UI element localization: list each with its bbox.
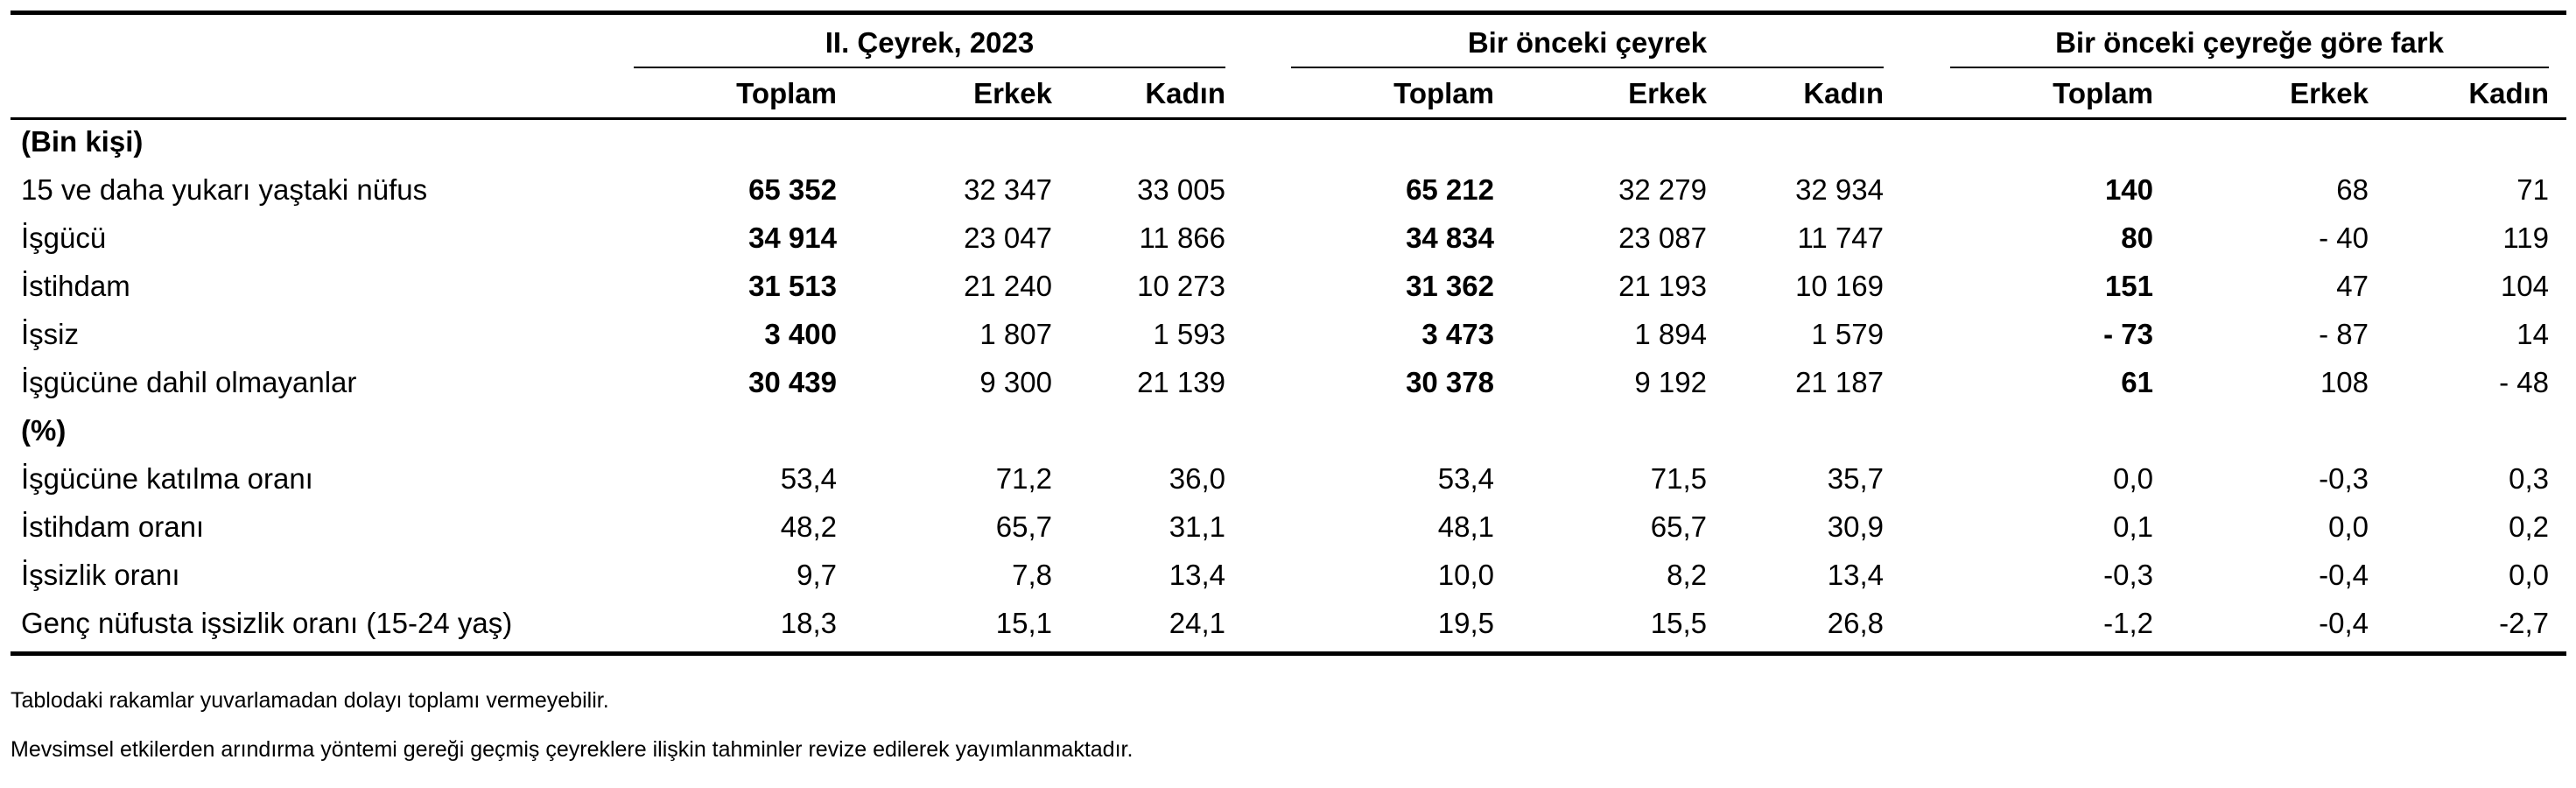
group-underline <box>1291 67 1884 68</box>
table-cell: 21 193 <box>1618 270 1707 302</box>
row-label: İşgücüne katılma oranı <box>21 462 313 495</box>
table-cell: 65,7 <box>1650 510 1707 543</box>
table-cell: 14 <box>2516 318 2549 350</box>
table-cell: 1 807 <box>979 318 1052 350</box>
table-cell: 10 169 <box>1795 270 1884 302</box>
table-cell: 19,5 <box>1437 607 1494 639</box>
table-cell: 0,0 <box>2113 462 2153 495</box>
group-header: Bir önceki çeyreğe göre fark <box>2055 26 2444 59</box>
table-cell: 8,2 <box>1667 559 1707 591</box>
table-cell: 21 187 <box>1795 366 1884 398</box>
table-cell: 1 894 <box>1634 318 1707 350</box>
table-cell: 21 139 <box>1137 366 1225 398</box>
table-cell: 13,4 <box>1169 559 1225 591</box>
column-header: Erkek <box>1628 77 1707 109</box>
table-cell: -0,3 <box>2103 559 2153 591</box>
table-cell: 11 747 <box>1797 222 1884 254</box>
table-cell: 30 439 <box>748 366 837 398</box>
table-cell: 10 273 <box>1137 270 1225 302</box>
table-cell: 24,1 <box>1169 607 1225 639</box>
table-cell: 32 279 <box>1618 173 1707 206</box>
table-cell: 1 579 <box>1811 318 1884 350</box>
table-cell: - 48 <box>2499 366 2549 398</box>
column-header: Toplam <box>1393 77 1494 109</box>
row-label: 15 ve daha yukarı yaştaki nüfus <box>21 173 428 206</box>
table-cell: 31,1 <box>1169 510 1225 543</box>
table-cell: -2,7 <box>2499 607 2549 639</box>
column-header: Toplam <box>2053 77 2153 109</box>
table-cell: 65,7 <box>995 510 1052 543</box>
row-label: İşgücü <box>21 222 107 254</box>
table-cell: 34 914 <box>748 222 837 254</box>
table-cell: 0,2 <box>2509 510 2549 543</box>
table-cell: 26,8 <box>1827 607 1884 639</box>
table-cell: 53,4 <box>780 462 837 495</box>
table-cell: 47 <box>2336 270 2369 302</box>
table-cell: 53,4 <box>1437 462 1494 495</box>
column-header: Erkek <box>973 77 1052 109</box>
table-cell: 9 192 <box>1634 366 1707 398</box>
column-header: Erkek <box>2290 77 2369 109</box>
table-cell: - 40 <box>2319 222 2369 254</box>
table-cell: 31 513 <box>748 270 837 302</box>
row-label: İşgücüne dahil olmayanlar <box>21 366 357 398</box>
table-cell: 151 <box>2104 270 2153 302</box>
row-label: İstihdam <box>21 270 130 302</box>
group-header: II. Çeyrek, 2023 <box>825 26 1035 59</box>
row-label: İşsiz <box>21 318 79 350</box>
table-cell: 15,1 <box>995 607 1052 639</box>
group-header: Bir önceki çeyrek <box>1467 26 1708 59</box>
table-cell: -0,4 <box>2319 559 2369 591</box>
table-cell: 71,5 <box>1650 462 1707 495</box>
table-cell: 34 834 <box>1406 222 1494 254</box>
footnote: Tablodaki rakamlar yuvarlamadan dolayı toplamı vermeyebilir. <box>11 688 609 713</box>
table-cell: 30,9 <box>1827 510 1884 543</box>
table-cell: 31 362 <box>1406 270 1494 302</box>
column-header: Toplam <box>736 77 837 109</box>
row-label: Genç nüfusta işsizlik oranı (15-24 yaş) <box>21 607 513 639</box>
table-cell: 7,8 <box>1012 559 1052 591</box>
table-top-border <box>11 11 2566 15</box>
table-cell: - 87 <box>2319 318 2369 350</box>
table-cell: 10,0 <box>1437 559 1494 591</box>
table-cell: 108 <box>2320 366 2369 398</box>
table-cell: -1,2 <box>2103 607 2153 639</box>
section-label: (Bin kişi) <box>21 125 144 158</box>
section-label: (%) <box>21 414 67 447</box>
table-cell: - 73 <box>2103 318 2153 350</box>
table-cell: 65 352 <box>748 173 837 206</box>
group-underline <box>1950 67 2549 68</box>
table-cell: 9 300 <box>979 366 1052 398</box>
table-cell: 104 <box>2500 270 2549 302</box>
table-cell: 36,0 <box>1169 462 1225 495</box>
table-cell: 23 047 <box>964 222 1052 254</box>
table-cell: 15,5 <box>1650 607 1707 639</box>
table-cell: 140 <box>2104 173 2153 206</box>
column-header: Kadın <box>2468 77 2549 109</box>
table-cell: 80 <box>2121 222 2153 254</box>
row-label: İstihdam oranı <box>21 510 205 543</box>
table-cell: 1 593 <box>1153 318 1225 350</box>
table-cell: 71,2 <box>995 462 1052 495</box>
table-cell: 33 005 <box>1137 173 1225 206</box>
table-bottom-border <box>11 651 2566 656</box>
table-cell: 61 <box>2121 366 2153 398</box>
table-cell: 32 934 <box>1795 173 1884 206</box>
table-cell: 21 240 <box>964 270 1052 302</box>
table-cell: 119 <box>2502 222 2549 254</box>
table-cell: 30 378 <box>1406 366 1494 398</box>
table-cell: 65 212 <box>1406 173 1494 206</box>
table-cell: 3 473 <box>1421 318 1494 350</box>
table-cell: 32 347 <box>964 173 1052 206</box>
table-cell: 48,1 <box>1437 510 1494 543</box>
table-cell: 0,0 <box>2328 510 2369 543</box>
table-cell: 0,1 <box>2113 510 2153 543</box>
table-cell: -0,4 <box>2319 607 2369 639</box>
table-cell: 3 400 <box>764 318 837 350</box>
table-cell: 11 866 <box>1139 222 1225 254</box>
footnote: Mevsimsel etkilerden arındırma yöntemi gereği geçmiş çeyreklere ilişkin tahminler revize edilerek yayımlanmaktadır. <box>11 737 1134 762</box>
column-header: Kadın <box>1803 77 1884 109</box>
group-underline <box>634 67 1225 68</box>
table-cell: 0,3 <box>2509 462 2549 495</box>
table-cell: 18,3 <box>780 607 837 639</box>
table-cell: 35,7 <box>1827 462 1884 495</box>
table-cell: 23 087 <box>1618 222 1707 254</box>
table-cell: 71 <box>2516 173 2549 206</box>
row-label: İşsizlik oranı <box>21 559 180 591</box>
table-cell: 0,0 <box>2509 559 2549 591</box>
table-cell: 68 <box>2336 173 2369 206</box>
column-header: Kadın <box>1145 77 1225 109</box>
table-cell: -0,3 <box>2319 462 2369 495</box>
table-cell: 9,7 <box>797 559 837 591</box>
table-cell: 48,2 <box>780 510 837 543</box>
table-cell: 13,4 <box>1827 559 1884 591</box>
